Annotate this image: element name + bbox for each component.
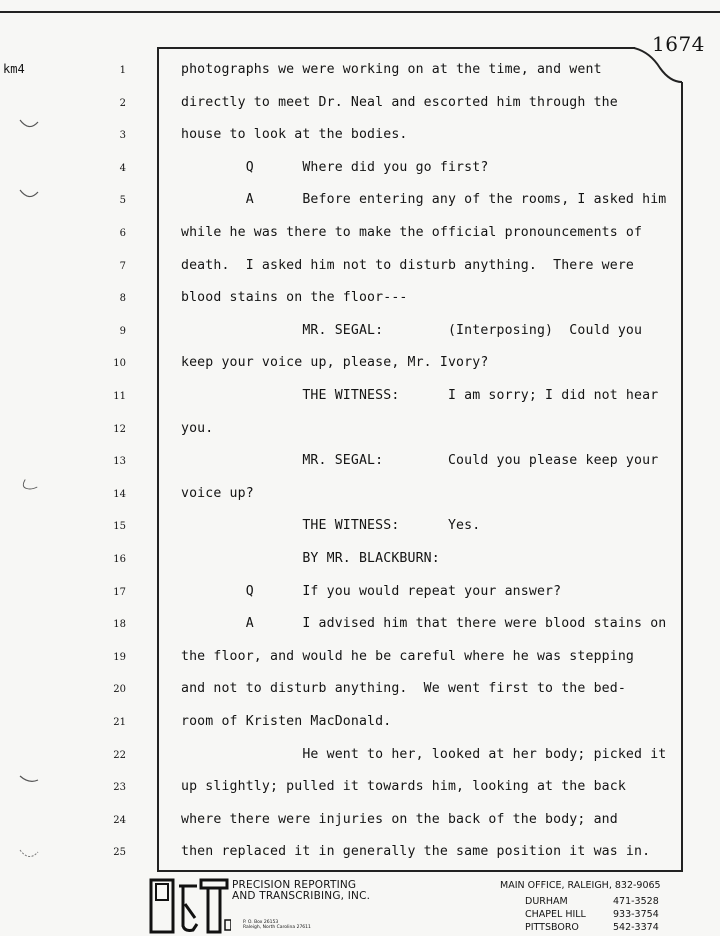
margin-rule-bottom xyxy=(157,870,683,872)
firm-name-line-1: PRECISION REPORTING xyxy=(232,879,357,891)
top-rule xyxy=(0,11,720,13)
line-number: 21 xyxy=(113,717,126,728)
line-number: 7 xyxy=(119,260,126,272)
transcript-line: then replaced it in generally the same position it was in. xyxy=(181,844,651,860)
line-number: 9 xyxy=(119,325,126,337)
transcript-line: voice up? xyxy=(181,485,254,501)
line-number: 19 xyxy=(113,651,126,663)
transcript-line: THE WITNESS: I am sorry; I did not hear xyxy=(181,388,659,403)
line-number: 1 xyxy=(119,65,126,76)
transcript-line: where there were injuries on the back of the body; and xyxy=(181,811,618,827)
line-number: 14 xyxy=(113,488,126,500)
line-number: 3 xyxy=(119,130,126,142)
transcript-line: while he was there to make the official pronouncements of xyxy=(181,225,643,240)
margin-rule-top xyxy=(157,47,635,49)
punch-hole-mark xyxy=(18,848,40,860)
firm-name xyxy=(232,880,370,902)
margin-rule-left xyxy=(157,47,159,871)
transcript-line: the floor, and would he be careful where he was stepping xyxy=(181,648,635,664)
transcript-line: THE WITNESS: Yes. xyxy=(181,518,481,534)
office-phone: 542-3374 xyxy=(613,922,659,933)
line-number: 22 xyxy=(113,749,126,761)
line-number: 25 xyxy=(113,847,126,859)
office-city: PITTSBORO xyxy=(525,922,579,933)
transcript-line: BY MR. BLACKBURN: xyxy=(181,551,440,566)
transcript-line: photographs we were working on at the time, and went xyxy=(181,62,602,77)
firm-address-line-2: Raleigh, North Carolina 27611 xyxy=(243,925,311,930)
transcript-line: up slightly; pulled it towards him, looking at the back xyxy=(181,779,626,795)
punch-hole-mark xyxy=(18,478,40,490)
transcript-line: you. xyxy=(181,420,214,436)
line-number: 23 xyxy=(113,782,126,794)
line-number: 13 xyxy=(113,456,126,468)
firm-address xyxy=(243,920,311,930)
line-number: 11 xyxy=(113,391,126,402)
line-number: 10 xyxy=(113,358,126,370)
line-number: 12 xyxy=(113,423,126,435)
transcript-line: directly to meet Dr. Neal and escorted him through the xyxy=(181,94,618,110)
line-number: 15 xyxy=(113,521,126,533)
transcript-line: room of Kristen MacDonald. xyxy=(181,714,392,729)
transcript-line: A Before entering any of the rooms, I asked him xyxy=(181,192,667,208)
transcript-line: Q If you would repeat your answer? xyxy=(181,583,562,599)
line-number: 4 xyxy=(119,162,126,174)
line-number: 17 xyxy=(113,586,126,598)
line-number: 24 xyxy=(113,814,126,826)
office-city: CHAPEL HILL xyxy=(525,909,586,920)
office-phone: 933-3754 xyxy=(613,909,659,920)
line-number: 5 xyxy=(119,195,126,207)
punch-hole-mark xyxy=(18,772,40,784)
line-number: 18 xyxy=(113,619,126,631)
transcript-line: MR. SEGAL: Could you please keep your xyxy=(181,453,659,469)
office-phone: 471-3528 xyxy=(613,896,659,907)
firm-logo xyxy=(149,878,231,934)
transcript-line: Q Where did you go first? xyxy=(181,159,489,175)
page-number: 1674 xyxy=(652,32,705,56)
main-office: MAIN OFFICE, RALEIGH, 832-9065 xyxy=(500,880,661,891)
transcript-line: keep your voice up, please, Mr. Ivory? xyxy=(181,355,489,371)
margin-rule-right xyxy=(681,82,683,871)
punch-hole-mark xyxy=(18,118,40,130)
transcript-line: A I advised him that there were blood stains on xyxy=(181,616,667,632)
transcript-line: He went to her, looked at her body; picked it xyxy=(181,746,667,762)
line-number: 8 xyxy=(119,293,126,305)
line-number: 16 xyxy=(113,554,126,565)
firm-address-line-1: P. O. Box 26153 xyxy=(243,920,279,925)
line-number: 2 xyxy=(119,97,126,109)
transcript-line: and not to disturb anything. We went first to the bed- xyxy=(181,681,626,697)
reporter-id: km4 xyxy=(3,62,25,76)
transcript-line: blood stains on the floor--- xyxy=(181,290,408,306)
firm-name-line-2: AND TRANSCRIBING, INC. xyxy=(232,890,371,902)
transcript-line: death. I asked him not to disturb anything. There were xyxy=(181,257,635,273)
office-city: DURHAM xyxy=(525,896,568,907)
transcript-line: MR. SEGAL: (Interposing) Could you xyxy=(181,322,643,338)
line-number: 6 xyxy=(119,228,126,239)
line-number: 20 xyxy=(113,684,126,696)
punch-hole-mark xyxy=(18,188,40,200)
transcript-line: house to look at the bodies. xyxy=(181,127,408,143)
